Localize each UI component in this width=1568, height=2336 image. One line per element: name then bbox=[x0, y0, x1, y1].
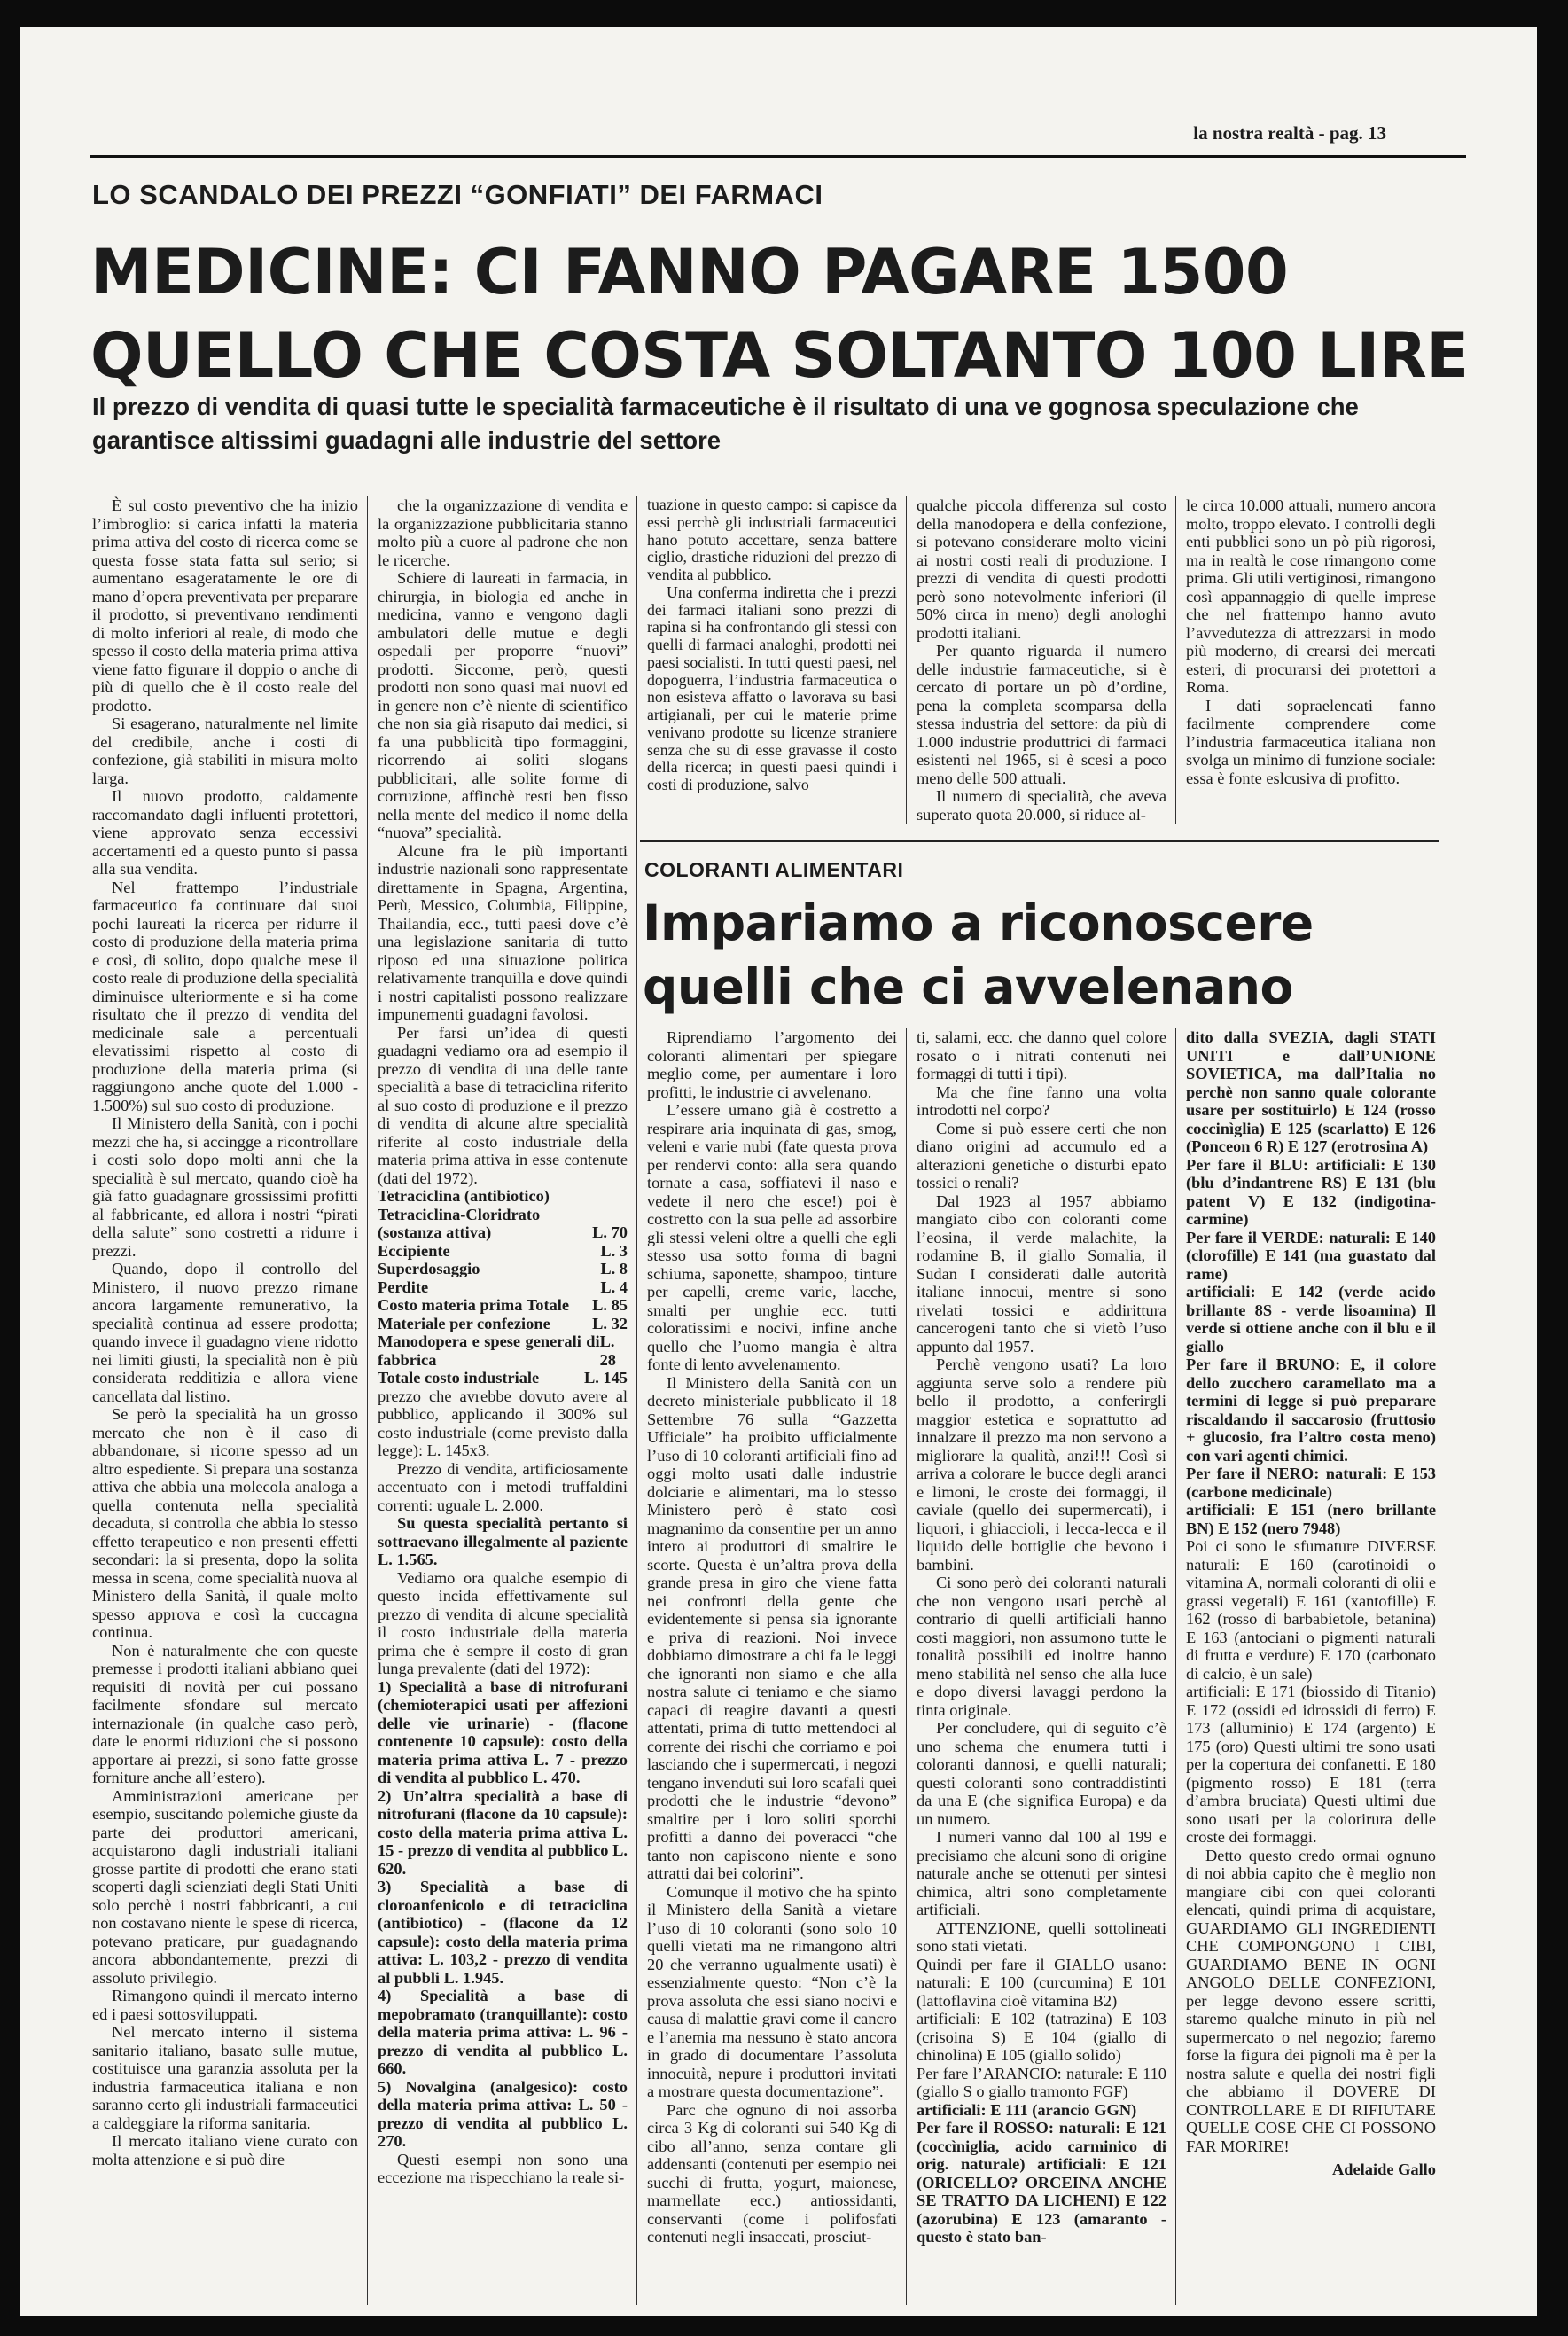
paragraph: tuazione in questo campo: si capisce da essi perchè gli industriali farmaceutici hano potuto accettare, senza battere ciglio, drastiche riduzioni del prezzo di vendita al pubblico. bbox=[647, 496, 897, 584]
paragraph: Il mercato italiano viene curato con molta attenzione e si può dire bbox=[92, 2132, 358, 2168]
cost-row: Totale costo industriale L. 145 bbox=[378, 1369, 628, 1387]
cost-table-title: Tetraciclina (antibiotico) bbox=[378, 1187, 550, 1205]
paragraph: Rimangono quindi il mercato interno ed i paesi sottosviluppati. bbox=[92, 1987, 358, 2023]
column-rule bbox=[636, 496, 637, 2305]
paragraph: Per concludere, qui di seguito c’è uno schema che enumera tutti i coloranti dannosi, e quelli naturali; questi coloranti sono contraddistinti da una E (che significa Europa) e da un numero. bbox=[917, 1719, 1166, 1828]
article-headline bbox=[90, 230, 1469, 397]
paragraph: Prezzo di vendita, artificiosamente accentuato con i metodi truffaldini correnti: uguale L. 2.000. bbox=[378, 1459, 628, 1514]
headline-line-1: MEDICINE: CI FANNO PAGARE 1500 bbox=[90, 236, 1289, 309]
list-item: 5) Novalgina (analgesico): costo della materia prima attiva: L. 50 - prezzo di vendita al pubblico L. 270. bbox=[378, 2077, 628, 2150]
paragraph: Amministrazioni americane per esempio, suscitando polemiche giuste da parte dei produttori americani, acquistarono dagli industriali italiani grosse partite di prodotti che erano stati scoperti dagli scienziati degli Stati Uniti solo perchè i nostri fabbricanti, a cui non costavano niente le spese di ricerca, potevano praticare, pur guadagnando ancora abbondantemente, prezzi di assoluto privilegio. bbox=[92, 1786, 358, 1987]
paragraph: Parc che ognuno di noi assorba circa 3 Kg di coloranti sui 540 Kg di cibo all’anno, senza contare gli addensanti (contenuti per esempio nei succhi di frutta, yogurt, maionese, marmellate ecc.) antiossidanti, conservanti (come i polifosfati contenuti negli insaccati, prosciut- bbox=[647, 2100, 897, 2246]
column-rule bbox=[906, 496, 907, 824]
colour-list: Per fare il BLU: artificiali: E 130 (blu d’indantrene RS) E 131 (blu patent V) E 132 (indigotina-carmine) bbox=[1186, 1155, 1436, 1228]
paragraph: Il Ministero della Sanità, con i pochi mezzi che ha, si accingge a ricontrollare i costi solo dopo molti anni che la specialità è sul mercato, quando cioè ha già fatto guadagnare grossissimi profitti al fabbricante, ed allora i nostri “pirati della salute” sono costretti a ridurre i prezzi. bbox=[92, 1114, 358, 1260]
paragraph: Una conferma indiretta che i prezzi dei farmaci italiani sono prezzi di rapina si ha confrontando gli stessi con quelli di farmaci analoghi, prodotti nei paesi socialisti. In tutti questi paesi, nel dopoguerra, l’industria farmaceutica o non esisteva affatto o lavorava su basi artigianali, per cui le materie prime venivano prodotte su licenze straniere senza che su di esse gravasse il costo della ricerca; in questi paesi quindi i costi di produzione, salvo bbox=[647, 582, 897, 794]
paragraph: ti, salami, ecc. che danno quel colore rosato o i nitrati contenuti nei formaggi di tutti i tipi). bbox=[917, 1028, 1166, 1082]
colour-list: dito dalla SVEZIA, dagli STATI UNITI e dall’UNIONE SOVIETICA, ma dall’Italia no perchè non sanno quale colorante usare per sostituirlo) E 124 (rosso coccinìglia) E 125 (scarlatto) E 126 (Ponceon 6 R) E 127 (erotrosina A) bbox=[1186, 1028, 1436, 1155]
colour-list: artificiali: E 102 (tatrazina) E 103 (crisoina S) E 104 (giallo di chinolina) E 105 (giallo solido) bbox=[917, 2010, 1166, 2064]
paragraph: Come si può essere certi che non diano origini ad accumulo ed a alterazioni genetiche o disturbi epato tossici o renali? bbox=[917, 1119, 1166, 1191]
cost-row: Superdosaggio L. 8 bbox=[378, 1260, 628, 1277]
paragraph: ATTENZIONE, quelli sottolineati sono stati vietati. bbox=[917, 1918, 1166, 1955]
paragraph: Comunque il motivo che ha spinto il Ministero della Sanità a vietare l’uso di 10 coloranti (sono solo 10 quelli vietati ma ne rimangono altri 20 che verranno ugualmente usati) è essenzialmente questo: “Non c’è la prova assoluta che essi siano nocivi e causa di malattie gravi come il cancro e l’anemia ma nessuno è stato ancora in grado di documentare l’assoluta innocuità, nepure i produttori invitati a mostrare questa documentazione”. bbox=[647, 1882, 897, 2100]
paragraph: Nel frattempo l’industriale farmaceutico fa continuare dai suoi pochi laureati la ricerca per ridurre il costo di produzione della materia prima e così, di solito, dopo qualche mese il costo reale di produzione della specialità diminuisce ulteriormente e si ha come risultato che il prezzo di vendita del medicinale sale a percentuali elevatissimi rispetto al costo di produzione della materia prima (si raggiungono anche quote del 1.000 - 1.500%) sul suo costo di produzione. bbox=[92, 878, 358, 1114]
paragraph: I dati sopraelencati fanno facilmente comprendere come l’industria farmaceutica italiana non svolga un minimo di funzione sociale: essa è fonte eslcusiva di profitto. bbox=[1186, 696, 1436, 787]
paragraph: Alcune fra le più importanti industrie nazionali sono rappresentate direttamente in Spagna, Argentina, Perù, Messico, Columbia, Filippine, Thailandia, ecc., tutti paesi dove c’è una legislazione sanitaria di tutto riposo ed una situazione politica relativamente tranquilla e dove quindi i nostri capitalisti possono realizzare impunementi guadagni favolosi. bbox=[378, 841, 628, 1023]
paragraph: le circa 10.000 attuali, numero ancora molto, troppo elevato. I controlli degli enti pubblici sono un pò più rigorosi, ma in realtà le cose rimangono come prima. Gli utili vertiginosi, rimangono così appannaggio di quelle imprese che nel frattempo hanno avuto l’avvedutezza di attrezzarsi in modo più moderno, di crearsi dei mercati esteri, di procurarsi dei protettori a Roma. bbox=[1186, 496, 1436, 696]
box-headline bbox=[643, 891, 1440, 1019]
paragraph: che la organizzazione di vendita e la organizzazione pubblicitaria stanno molto più a cuore al padrone che non le ricerche. bbox=[378, 496, 628, 569]
paragraph: Ma che fine fanno una volta introdotti nel corpo? bbox=[917, 1082, 1166, 1119]
colour-list: Quindi per fare il GIALLO usano: naturali: E 100 (curcumina) E 101 (lattoflavina cioè vitamina B2) bbox=[917, 1955, 1166, 2010]
paragraph: Il nuovo prodotto, caldamente raccomandato dagli influenti protettori, viene approvato senza eccessivi accertamenti ed a questo punto si passa alla sua vendita. bbox=[92, 787, 358, 878]
column-rule bbox=[367, 496, 368, 2305]
colour-list: artificiali: E 151 (nero brillante BN) E 152 (nero 7948) bbox=[1186, 1501, 1436, 1537]
colour-list: artificiali: E 171 (biossido di Titanio) E 172 (ossidi ed idrossidi di ferro) E 173 (alluminio) E 174 (argento) E 175 (oro) Questi ultimi tre sono usati per la copertura dei confanetti. E 180 (pigmento rosso) E 181 (terra d’ambra bruciata) Questi ultimi due sono usati per la colorirura delle croste dei formaggi. bbox=[1186, 1683, 1436, 1846]
top-rule bbox=[90, 155, 1466, 158]
box-headline-line-2: quelli che ci avvelenano bbox=[643, 958, 1293, 1015]
article-column-2 bbox=[378, 496, 628, 2187]
paragraph: prezzo che avrebbe dovuto avere al pubblico, applicando il 300% sul costo industriale (come previsto dalla legge): L. 145x3. bbox=[378, 1387, 628, 1459]
paragraph: Riprendiamo l’argomento dei coloranti alimentari per spiegare meglio come, per aumentare i loro profitti, le industrie ci avvelenano. bbox=[647, 1028, 897, 1101]
paragraph: Quando, dopo il controllo del Ministero, il nuovo prezzo rimane ancora largamente remunerativo, la specialità continua ad essere prodotta; quando invece il guadagno viene ridotto nei limiti giusti, la specialità non è più considerata redditizia e allora viene cancellata dal listino. bbox=[92, 1260, 358, 1405]
column-rule bbox=[1175, 496, 1176, 824]
colour-list: Per fare il VERDE: naturali: E 140 (clorofille) E 141 (ma guastato dal rame) bbox=[1186, 1228, 1436, 1283]
paragraph: Su questa specialità pertanto si sottraevano illegalmente al paziente L. 1.565. bbox=[378, 1514, 628, 1568]
colour-list: artificiali: E 111 (arancio GGN) bbox=[917, 2100, 1137, 2119]
cost-row: Manodopera e spese generali di fabbrica L. 28 bbox=[378, 1332, 616, 1369]
paragraph: Per farsi un’idea di questi guadagni vediamo ora ad esempio il prezzo di vendita di una delle tante specialità a base di tetraciclina riferito al suo costo di produzione e il prezzo di vendita di alcune altre specialità riferite al costo industriale della materia prima attiva in esse contenute (dati del 1972). bbox=[378, 1023, 628, 1187]
article-column-5 bbox=[1186, 496, 1436, 787]
paragraph: I numeri vanno dal 100 al 199 e precisiamo che alcuni sono di origine naturale anche se ottenuti per sintesi chimica, altri sono completamente artificiali. bbox=[917, 1828, 1166, 1918]
article-column-4 bbox=[917, 496, 1166, 824]
paragraph: Se però la specialità ha un grosso mercato che non è il caso di abbandonare, si ricorre spesso ad un altro espediente. Si prepara una sostanza attiva che abbia una molecola analoga a quella contenuta nella specialità decaduta, si controlla che abbia lo stesso effetto terapeutico e non presenti effetti secondari: la si presenta, dopo la solita messa in scena, come specialità nuova al Ministero della Sanità, il quale molto spesso approva e così la cuccagna continua. bbox=[92, 1405, 358, 1641]
list-item: 1) Specialità a base di nitrofurani (chemioterapici usati per affezioni delle vie urinarie) - (flacone contenente 10 capsule): costo della materia prima attiva L. 7 - prezzo di vendita al pubblico L. 470. bbox=[378, 1677, 628, 1786]
newspaper-page bbox=[20, 27, 1537, 2316]
column-rule bbox=[1175, 1028, 1176, 2305]
article-column-3 bbox=[647, 496, 897, 794]
headline-line-2: QUELLO CHE COSTA SOLTANTO 100 LIRE bbox=[90, 319, 1469, 392]
cost-table bbox=[378, 1187, 628, 1387]
paragraph: Ci sono però dei coloranti naturali che non vengono usati perchè al contrario di quelli artificiali hanno costi maggiori, non assumono tutte le tonalità possibili ed inoltre hanno meno stabilità nel senso che alla luce e dopo diversi lavaggi perdono la tinta originale. bbox=[917, 1574, 1166, 1719]
colour-list: Poi ci sono le sfumature DIVERSE naturali: E 160 (carotinoidi o vitamina A, normali coloranti di olii e grassi vegetali) E 161 (xantofille) E 162 (rosso di barbabietole, betanina) E 163 (antociani o pigmenti naturali di frutta e verdure) E 170 (carbonato di calcio, è un sale) bbox=[1186, 1537, 1436, 1683]
cost-table-subtitle: Tetraciclina-Cloridrato bbox=[378, 1205, 541, 1223]
cost-row: Perdite L. 4 bbox=[378, 1277, 628, 1296]
paragraph: Non è naturalmente che con queste premesse i prodotti italiani abbiano quei requisiti di novità per cui possano facilmente sfondare sul mercato internazionale (in qualche caso però, date le enormi riduzioni che si possono apportare ai prezzi, si sono fatte grosse forniture anche all’estero). bbox=[92, 1641, 358, 1786]
paragraph: qualche piccola differenza sul costo della manodopera e della confezione, si potevano considerare molto vicini ai nostri costi reali di produzione. I prezzi di vendita di questi prodotti però sono notevolmente inferiori (il 50% circa in meno) degli anologhi prodotti italiani. bbox=[917, 496, 1166, 642]
colour-list: artificiali: E 142 (verde acido brillante 8S - verde lisoamina) Il verde si ottiene anche con il blu e il giallo bbox=[1186, 1283, 1436, 1356]
cost-row: (sostanza attiva) L. 70 bbox=[378, 1223, 628, 1241]
colour-list: Per fare l’ARANCIO: naturale: E 110 (giallo S o giallo tramonto FGF) bbox=[917, 2064, 1166, 2100]
paragraph: Questi esempi non sono una eccezione ma rispecchiano la reale si- bbox=[378, 2150, 628, 2186]
colour-list: Per fare il ROSSO: naturali: E 121 (coccìniglia, acido carminico di orig. naturale) artificiali: E 121 (ORICELLO? ORCEINA ANCHE SE TRATTO DA LICHENI) E 122 (azorubina) E 123 (amaranto - questo è stato ban- bbox=[917, 2119, 1166, 2246]
box-column-2 bbox=[917, 1028, 1166, 2246]
box-column-1 bbox=[647, 1028, 897, 2246]
paragraph: Vediamo ora qualche esempio di questo incida effettivamente sul prezzo di vendita di alcune specialità il costo industriale della materia prima che è sempre il costo di gran lunga prevalente (dati del 1972): bbox=[378, 1568, 628, 1677]
byline: Adelaide Gallo bbox=[1332, 2160, 1436, 2178]
paragraph: Dal 1923 al 1957 abbiamo mangiato cibo con coloranti come l’eosina, il verde malachite, la rodamine B, il giallo Somalia, il Sudan I considerati dalle autorità italiane innocui, mentre si sono rivelati tossici e addirittura cancerogeni tanto che si vietò l’uso appunto dal 1957. bbox=[917, 1191, 1166, 1356]
running-head: la nostra realtà - pag. 13 bbox=[1193, 122, 1386, 144]
list-item: 3) Specialità a base di cloroanfenicolo e di tetraciclina (antibiotico) - (flacone da 12 capsule): costo della materia prima attiva: L. 103,2 - prezzo di vendita al pubbli L. 1.945. bbox=[378, 1878, 628, 1987]
article-deck: Il prezzo di vendita di quasi tutte le specialità farmaceutiche è il risultato di una ve gognosa speculazione che garantisce altissimi guadagni alle industrie del settore bbox=[92, 393, 1359, 454]
article-kicker: LO SCANDALO DEI PREZZI “GONFIATI” DEI FARMACI bbox=[92, 179, 823, 210]
cost-row: Costo materia prima Totale L. 85 bbox=[378, 1296, 628, 1314]
box-kicker: COLORANTI ALIMENTARI bbox=[644, 858, 904, 881]
cost-row: Eccipiente L. 3 bbox=[378, 1241, 628, 1260]
box-headline-line-1: Impariamo a riconoscere bbox=[643, 895, 1314, 951]
cost-row: Materiale per confezione L. 32 bbox=[378, 1314, 628, 1332]
paragraph: È sul costo preventivo che ha inizio l’imbroglio: si carica infatti la materia prima attiva del costo di ricerca come se questa fosse stata fatta sul serio; si aumentano esageratamente le ore di mano d’opera preventivata per preparare il prodotto, si preventivano rendimenti di molto inferiori al reale, di modo che spesso il costo della materia prima attiva viene fatto figurare il doppio o anche di più di quello che è il costo reale del prodotto. bbox=[92, 496, 358, 715]
box-rule bbox=[640, 840, 1439, 842]
list-item: 2) Un’altra specialità a base di nitrofurani (flacone da 10 capsule): costo della materia prima attiva L. 15 - prezzo di vendita al pubblico L. 620. bbox=[378, 1786, 628, 1878]
paragraph: Schiere di laureati in farmacia, in chirurgia, in biologia ed anche in medicina, vanno e vengono dagli ambulatori delle mutue e degli ospedali per proporre “nuovi” prodotti. Siccome, però, questi prodotti non sono quasi mai nuovi ed in genere non c’è niente di scientifico che non sia già risaputo dai medici, si fa una pubblicità tipo formaggini, ricorrendo ai soliti slogans pubblicitari, alle solite forme di corruzione, affinchè resti ben fisso nella mente del medico il nome della “nuova” specialità. bbox=[378, 569, 628, 841]
list-item: 4) Specialità a base di mepobramato (tranquillante): costo della materia prima attiva: L. 96 - prezzo di vendita al pubblico L. 660. bbox=[378, 1987, 628, 2077]
column-rule bbox=[906, 1028, 907, 2305]
paragraph: Il Ministero della Sanità con un decreto ministeriale pubblicato il 18 Settembre 76 sulla “Gazzetta Ufficiale” ha proibito ufficialmente l’uso di 10 coloranti artificiali fino ad oggi molto usati dalle industrie dolciarie e alimentari, ma lo stesso Ministero però è stato così magnanimo da consentire per un anno intero ai produttori di smaltire le scorte. Questa è un’altra prova della grande presa in giro che viene fatta nei confronti della gente che evidentemente si pensa sia ignorante e priva di reazioni. Noi invece dobbiamo dimostrare a chi fa le leggi che ignoranti non siamo e che alla nostra salute ci teniamo e che siamo capaci di reagire davanti a questi attentati, prima di tutto mettendoci al corrente dei rischi che corriamo e poi lasciando che i supermercati, i negozi tengano invenduti sui loro scafali quei prodotti che le industrie “devono” smaltire per i loro soliti sporchi profitti a danno dei poveracci “che tanto non capiscono niente e sono attratti dai bei colorini”. bbox=[647, 1373, 897, 1882]
paragraph: Il numero di specialità, che aveva superato quota 20.000, si riduce al- bbox=[917, 787, 1166, 824]
box-column-3 bbox=[1186, 1028, 1436, 2179]
paragraph: Per quanto riguarda il numero delle industrie farmaceutiche, si è cercato di portare un pò d’ordine, pena la completa scomparsa della stessa industria del settore: da più di 1.000 industrie produttrici di farmaci esistenti nel 1965, si è scesi a poco meno delle 500 attuali. bbox=[917, 642, 1166, 787]
paragraph: Perchè vengono usati? La loro aggiunta serve solo a rendere più bello il prodotto, a conferirgli maggior estetica e soprattutto ad innalzare il prezzo ma non servono a migliorare la qualità, anzi!!! Così si arriva a colorare le bucce degli aranci e limoni, le croste dei formaggi, il caviale (quello dei supermercati), i liquori, i ghiaccioli, i lecca-lecca e il liquido delle bottiglie che bevono i bambini. bbox=[917, 1356, 1166, 1574]
article-column-1 bbox=[92, 496, 358, 2168]
paragraph: Si esagerano, naturalmente nel limite del credibile, anche i costi di confezione, già stabiliti in misura molto larga. bbox=[92, 715, 358, 787]
colour-list: Per fare il BRUNO: E, il colore dello zucchero caramellato ma a termini di legge si può preparare riscaldando il saccarosio (fruttosio + glucosio, fra l’altro costa meno) con vari agenti chimici. bbox=[1186, 1356, 1436, 1465]
paragraph: L’essere umano già è costretto a respirare aria inquinata di gas, smog, veleni e varie nubi (fate questa prova per rendervi conto: alla sera quando tornate a casa, soffiatevi il naso e vedete il nero che esce!) poi è costretto con la sua pelle ad assorbire gli stessi veleni oltre a quelli che egli stesso usa sotto forma di bagni schiuma, saponette, shampoo, tinture per capelli, creme varie, lacche, smalti per unghie ecc. tutti coloratissimi e nocivi, infine anche quello che l’uomo mangia è altra fonte di lento avvelenamento. bbox=[647, 1101, 897, 1373]
paragraph: Nel mercato interno il sistema sanitario italiano, basato sulle mutue, costituisce una garanzia assoluta per la industria farmaceutica italiana e non saranno certo gli industriali farmaceutici a caldeggiare la riforma sanitaria. bbox=[92, 2023, 358, 2132]
paragraph: Detto questo credo ormai ognuno di noi abbia capito che è meglio non mangiare cibi con quei coloranti elencati, quindi prima di acquistare, GUARDIAMO GLI INGREDIENTI CHE COMPONGONO I CIBI, GUARDIAMO BENE IN OGNI ANGOLO DELLE CONFEZIONI, per legge devono essere scritti, staremo qualche minuto in più nel supermercato o nel negozio; faremo forse la figura dei pignoli ma è per la nostra salute e quella dei nostri figli che abbiamo il DOVERE DI CONTROLLARE E DI RIFIUTARE QUELLE COSE CHE CI POSSONO FAR MORIRE! bbox=[1186, 1846, 1436, 2155]
colour-list: Per fare il NERO: naturali: E 153 (carbone medicinale) bbox=[1186, 1465, 1436, 1501]
